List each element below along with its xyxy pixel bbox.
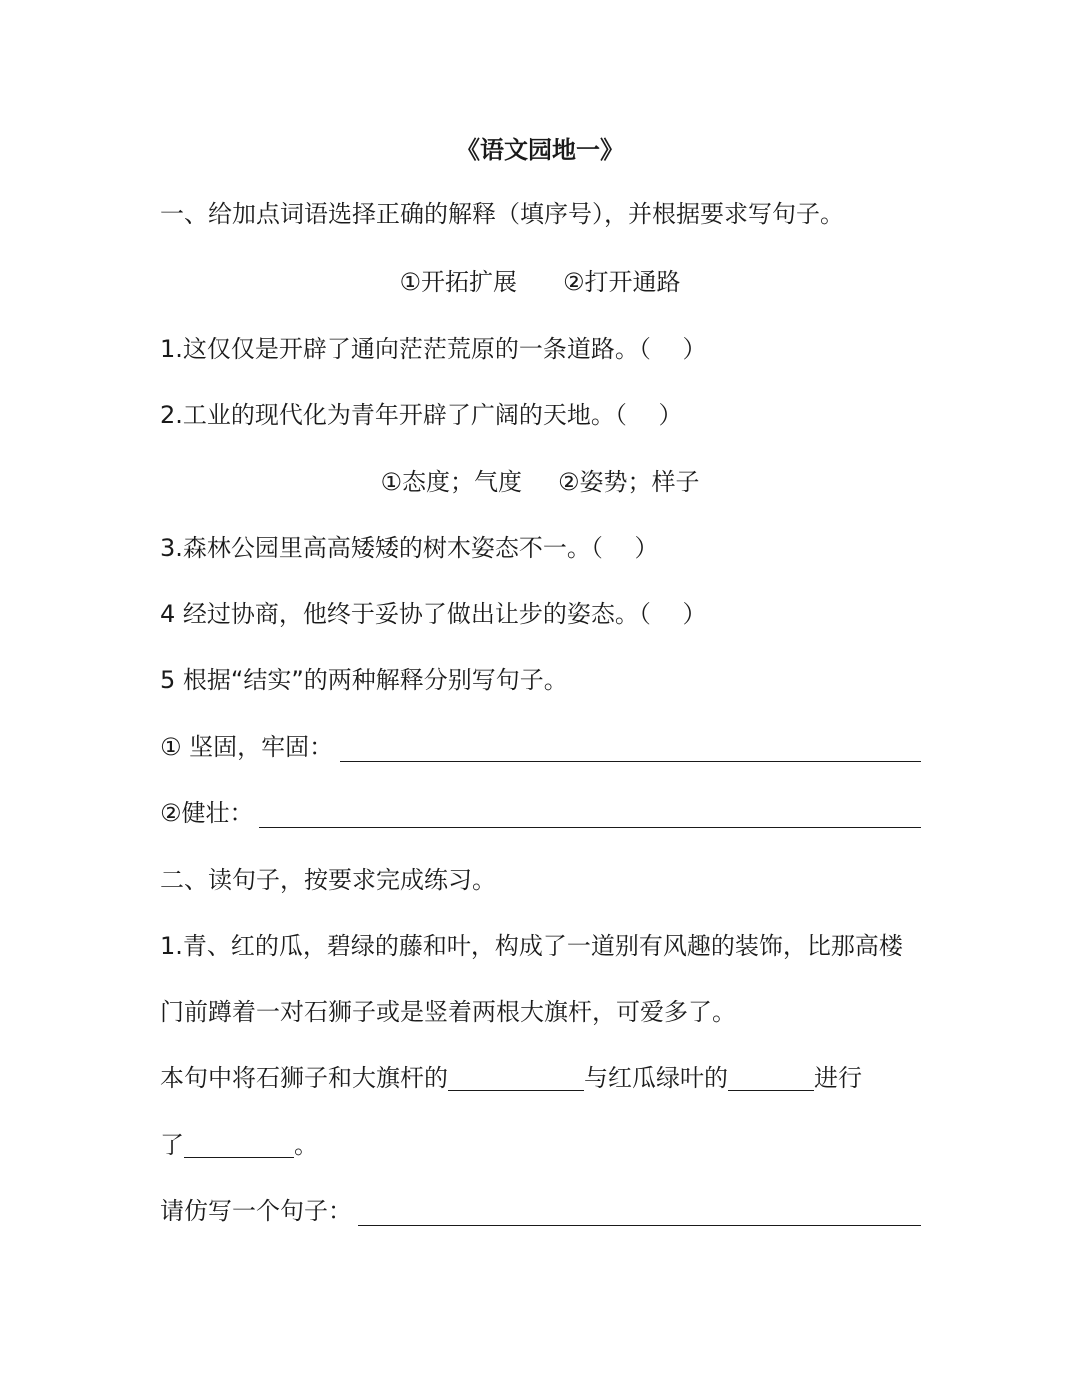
options-group-b — [0, 465, 1080, 499]
imitate-answer-line[interactable] — [358, 1225, 921, 1226]
question-3: 3.森林公园里高高矮矮的树木姿态不一。（ ） — [160, 534, 659, 562]
page-title: 《语文园地一》 — [456, 136, 624, 164]
fill-blank-3[interactable] — [184, 1131, 294, 1158]
question-2: 2.工业的现代化为青年开辟了广阔的天地。（ ） — [160, 401, 683, 429]
q5b-answer-line[interactable] — [259, 827, 921, 828]
s2-question-1-line2: 门前蹲着一对石狮子或是竖着两根大旗杆，可爱多了。 — [160, 998, 736, 1026]
fill-text-4: 了 — [160, 1131, 184, 1159]
option-a1: ①开拓扩展 — [399, 268, 517, 296]
q5b-label: ②健壮： — [160, 799, 254, 827]
fill-text-5: 。 — [294, 1131, 318, 1159]
fill-text-1: 本句中将石狮子和大旗杆的 — [160, 1064, 448, 1092]
q5a-answer-line[interactable] — [340, 761, 921, 762]
option-b2: ②姿势；样子 — [558, 468, 700, 496]
q5a-label: ① 坚固，牢固： — [160, 733, 334, 761]
section1-heading: 一、给加点词语选择正确的解释（填序号），并根据要求写句子。 — [160, 200, 844, 228]
option-a2: ②打开通路 — [563, 268, 681, 296]
question-1: 1.这仅仅是开辟了通向茫茫荒原的一条道路。（ ） — [160, 335, 707, 363]
fill-text-2: 与红瓜绿叶的 — [584, 1064, 728, 1092]
imitate-label: 请仿写一个句子： — [160, 1197, 352, 1225]
question-5: 5 根据“结实”的两种解释分别写句子。 — [160, 666, 568, 694]
fill-blank-2[interactable] — [728, 1064, 814, 1091]
option-b1: ①态度；气度 — [380, 468, 522, 496]
fill-sentence-line1 — [160, 1061, 862, 1095]
question-4: 4 经过协商，他终于妥协了做出让步的姿态。（ ） — [160, 600, 707, 628]
options-group-a — [0, 265, 1080, 299]
fill-blank-1[interactable] — [448, 1064, 584, 1091]
fill-sentence-line2 — [160, 1128, 318, 1162]
fill-text-3: 进行 — [814, 1064, 862, 1092]
section2-heading: 二、读句子，按要求完成练习。 — [160, 866, 496, 894]
s2-question-1-line1: 1.青、红的瓜，碧绿的藤和叶，构成了一道别有风趣的装饰，比那高楼 — [160, 932, 903, 960]
